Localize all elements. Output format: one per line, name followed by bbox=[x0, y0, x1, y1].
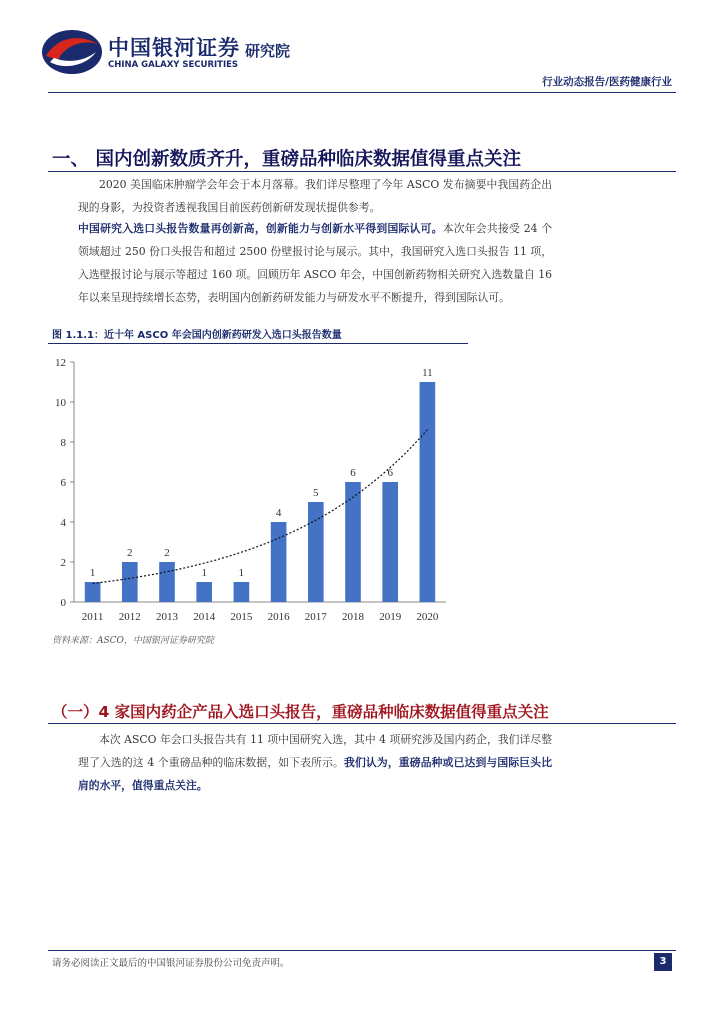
data-label-2016: 4 bbox=[275, 507, 282, 519]
logo-company-name-en: CHINA GALAXY SECURITIES bbox=[108, 60, 239, 70]
header-divider bbox=[48, 92, 676, 93]
data-label-2011: 1 bbox=[89, 567, 96, 579]
galaxy-logo-icon bbox=[40, 26, 104, 78]
key-finding-paragraph bbox=[78, 217, 552, 309]
figure-title-divider bbox=[48, 343, 468, 344]
intro-text: 2020 美国临床肿瘤学会年会于本月落幕。我们详尽整理了今年 ASCO 发布摘要中我国药企出现的身影，为投资者透视我国目前医药创新研发现状提供参考。 bbox=[78, 178, 552, 214]
data-label-2012: 2 bbox=[127, 547, 133, 559]
bar-2013 bbox=[159, 562, 175, 602]
x-tick-label-2012: 2012 bbox=[118, 611, 141, 623]
bar-2020 bbox=[420, 382, 436, 602]
company-logo bbox=[40, 26, 310, 78]
subsection-body: 本次 ASCO 年会口头报告共有 11 项中国研究入选，其中 4 项研究涉及国内药企，我们详尽整理了入选的这 4 个重磅品种的临床数据，如下表所示。 bbox=[78, 733, 552, 769]
data-label-2015: 1 bbox=[238, 567, 245, 579]
x-tick-label-2015: 2015 bbox=[230, 611, 253, 623]
x-tick-label-2017: 2017 bbox=[304, 611, 327, 623]
trendline bbox=[93, 430, 428, 584]
bar-2011 bbox=[85, 582, 101, 602]
data-label-2018: 6 bbox=[350, 467, 356, 479]
report-category-tag: 行业动态报告/医药健康行业 bbox=[542, 76, 672, 88]
y-tick-label: 6 bbox=[60, 477, 66, 489]
subsection-heading: （一）4 家国内药企产品入选口头报告，重磅品种临床数据值得重点关注 bbox=[52, 703, 549, 721]
data-label-2014: 1 bbox=[201, 567, 207, 579]
logo-institute-label: 研究院 bbox=[245, 42, 291, 60]
subsection-paragraph bbox=[78, 728, 552, 797]
section-heading-divider bbox=[48, 171, 676, 172]
y-tick-label: 12 bbox=[55, 357, 66, 369]
key-finding-lead: 中国研究入选口头报告数量再创新高，创新能力与创新水平得到国际认可。 bbox=[78, 222, 443, 235]
bar-2017 bbox=[308, 502, 324, 602]
page-number: 3 bbox=[654, 953, 672, 971]
x-tick-label-2020: 2020 bbox=[416, 611, 439, 623]
subsection-heading-divider bbox=[48, 723, 676, 724]
x-tick-label-2018: 2018 bbox=[342, 611, 364, 623]
y-tick-label: 10 bbox=[55, 397, 66, 409]
data-label-2017: 5 bbox=[313, 487, 319, 499]
data-label-2019: 6 bbox=[387, 467, 393, 479]
y-tick-label: 8 bbox=[60, 437, 66, 449]
y-tick-label: 0 bbox=[60, 597, 66, 609]
bar-2016 bbox=[271, 522, 287, 602]
x-tick-label-2013: 2013 bbox=[156, 611, 178, 623]
footer-divider bbox=[48, 950, 676, 951]
bar-2019 bbox=[382, 482, 398, 602]
x-tick-label-2011: 2011 bbox=[81, 611, 104, 623]
logo-company-name-cn: 中国银河证券 bbox=[108, 36, 240, 60]
bar-2018 bbox=[345, 482, 361, 602]
footer-disclaimer: 请务必阅读正文最后的中国银河证券股份公司免责声明。 bbox=[52, 958, 290, 969]
data-label-2013: 2 bbox=[164, 547, 170, 559]
y-tick-label: 4 bbox=[60, 517, 66, 529]
key-finding-body: 本次年会共接受 24 个领域超过 250 份口头报告和超过 2500 份壁报讨论与展示。其中，我国研究入选口头报告 11 项，入选壁报讨论与展示等超过 160 项。回顾历年 ASCO 年会，中国创新药物相关研究入选数量自 16 年以来呈现持续增长态势，表明国内创新药研发能力与研发水平不断提升，得到国际认可。 bbox=[78, 222, 552, 304]
bar-2014 bbox=[196, 582, 212, 602]
x-tick-label-2014: 2014 bbox=[193, 611, 216, 623]
subsection-lead: 我们认为，重磅品种或已达到与国际巨头比肩的水平，值得重点关注。 bbox=[78, 756, 552, 792]
x-tick-label-2016: 2016 bbox=[267, 611, 290, 623]
y-tick-label: 2 bbox=[60, 557, 66, 569]
data-label-2020: 11 bbox=[422, 367, 433, 379]
section-heading: 一、 国内创新数质齐升，重磅品种临床数据值得重点关注 bbox=[52, 149, 521, 170]
bar-2012 bbox=[122, 562, 138, 602]
bar-2015 bbox=[234, 582, 250, 602]
asco-oral-reports-bar-chart bbox=[48, 348, 468, 630]
figure-source: 资料来源：ASCO，中国银河证券研究院 bbox=[52, 636, 214, 646]
intro-paragraph bbox=[78, 173, 552, 219]
figure-title: 图 1.1.1：近十年 ASCO 年会国内创新药研发入选口头报告数量 bbox=[52, 330, 342, 341]
x-tick-label-2019: 2019 bbox=[379, 611, 402, 623]
